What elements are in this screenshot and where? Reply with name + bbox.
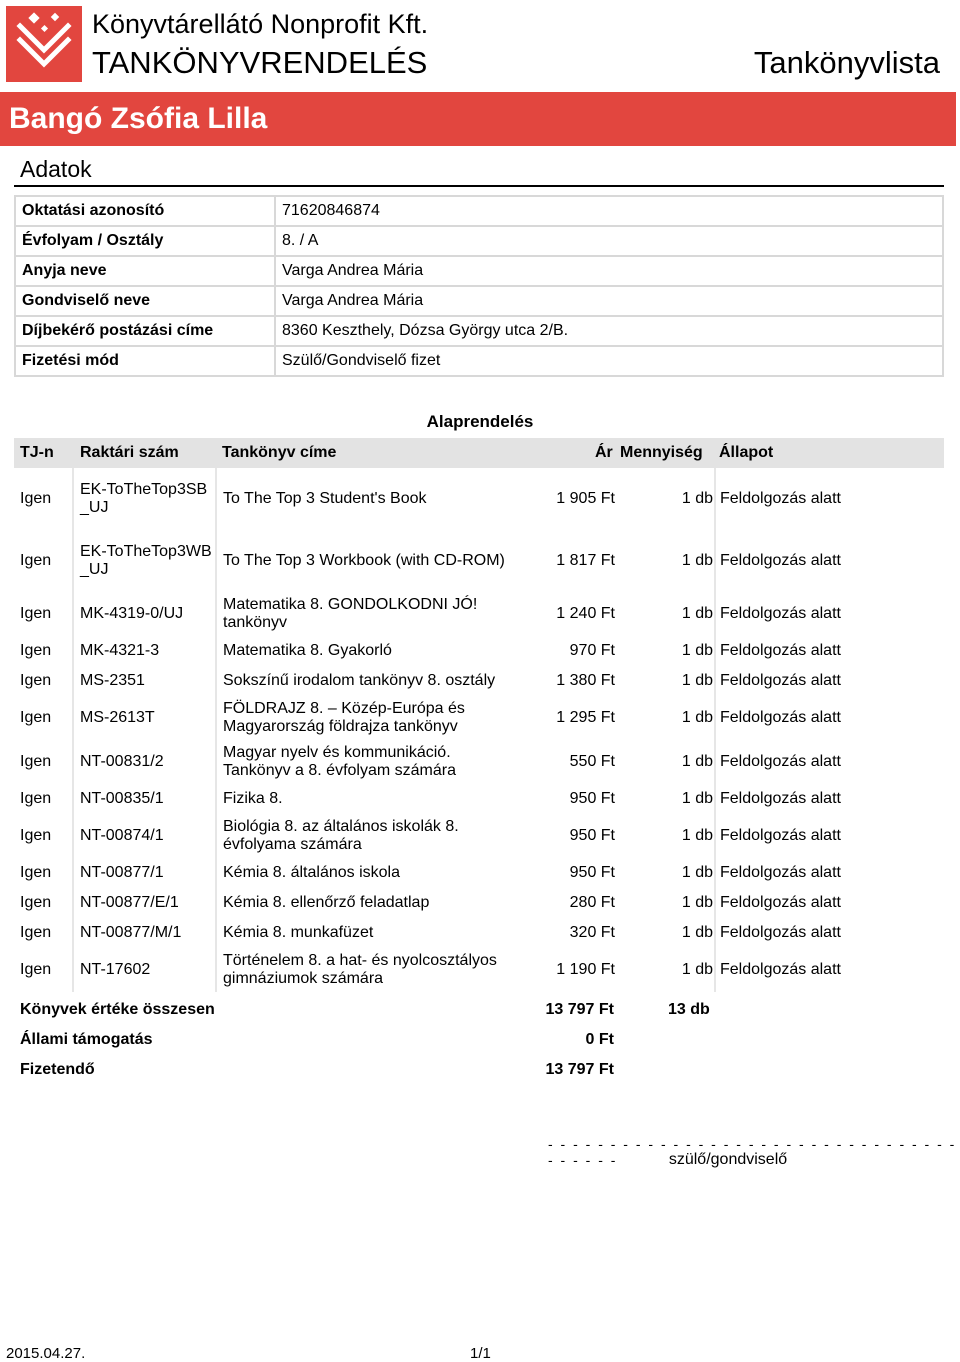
row-tjn: Igen <box>20 864 52 881</box>
info-key: Díjbekérő postázási címe <box>15 316 275 346</box>
row-qty: 1 db <box>681 490 713 507</box>
info-row <box>15 226 943 256</box>
row-qty: 1 db <box>681 642 713 659</box>
row-title: Matematika 8. GONDOLKODNI JÓ! tankönyv <box>215 592 515 636</box>
section-divider <box>14 185 944 187</box>
row-qty: 1 db <box>681 961 713 978</box>
table-row <box>14 948 944 992</box>
support-value: 0 Ft <box>585 1031 614 1048</box>
row-title: Kémia 8. általános iskola <box>215 858 515 888</box>
info-value: 8. / A <box>275 226 943 256</box>
row-tjn: Igen <box>20 672 52 689</box>
row-price: 1 190 Ft <box>556 961 615 978</box>
row-price: 950 Ft <box>569 790 615 807</box>
section-title: Adatok <box>20 156 92 182</box>
row-code: MS-2351 <box>72 666 212 696</box>
row-status: Feldolgozás alatt <box>714 918 944 948</box>
row-price: 970 Ft <box>569 642 615 659</box>
row-status: Feldolgozás alatt <box>714 468 944 530</box>
row-code: NT-00831/2 <box>72 740 212 784</box>
student-name: Bangó Zsófia Lilla <box>9 102 268 135</box>
row-status: Feldolgozás alatt <box>714 592 944 636</box>
row-qty: 1 db <box>681 827 713 844</box>
col-price: Ár <box>595 444 613 461</box>
row-code: MS-2613T <box>72 696 212 740</box>
info-key: Oktatási azonosító <box>15 196 275 226</box>
list-title: Tankönyvlista <box>753 45 940 80</box>
table-row <box>14 696 944 740</box>
info-row <box>15 316 943 346</box>
table-row <box>14 740 944 784</box>
row-status: Feldolgozás alatt <box>714 888 944 918</box>
row-tjn: Igen <box>20 961 52 978</box>
row-price: 950 Ft <box>569 864 615 881</box>
info-value: Varga Andrea Mária <box>275 256 943 286</box>
row-tjn: Igen <box>20 709 52 726</box>
table-row <box>14 888 944 918</box>
row-price: 320 Ft <box>569 924 615 941</box>
info-value: 8360 Keszthely, Dózsa György utca 2/B. <box>275 316 943 346</box>
row-qty: 1 db <box>681 894 713 911</box>
info-row <box>15 196 943 226</box>
row-price: 1 905 Ft <box>556 490 615 507</box>
table-row <box>14 592 944 636</box>
row-title: Magyar nyelv és kommunikáció. Tankönyv a 8. évfolyam számára <box>215 740 515 784</box>
row-code: NT-00835/1 <box>72 784 212 814</box>
info-key: Fizetési mód <box>15 346 275 376</box>
row-price: 1 817 Ft <box>556 552 615 569</box>
info-row <box>15 286 943 316</box>
row-code: MK-4321-3 <box>72 636 212 666</box>
row-status: Feldolgozás alatt <box>714 636 944 666</box>
row-code: NT-00877/1 <box>72 858 212 888</box>
row-qty: 1 db <box>681 605 713 622</box>
row-title: Biológia 8. az általános iskolák 8. évfolyama számára <box>215 814 515 858</box>
row-tjn: Igen <box>20 827 52 844</box>
signature-line: - - - - - - - - - - - - - - - - - - - - - - - - - - - - - - - - - - - - - - - <box>548 1136 957 1168</box>
total-label: Könyvek értéke összesen <box>20 1001 215 1018</box>
row-status: Feldolgozás alatt <box>714 948 944 992</box>
row-code: EK-ToTheTop3SB_UJ <box>72 468 212 530</box>
logo-icon <box>6 6 82 82</box>
info-value: Varga Andrea Mária <box>275 286 943 316</box>
table-row <box>14 784 944 814</box>
table-row <box>14 530 944 592</box>
table-row <box>14 858 944 888</box>
footer-page: 1/1 <box>470 1345 491 1362</box>
row-code: NT-17602 <box>72 948 212 992</box>
info-key: Anyja neve <box>15 256 275 286</box>
row-title: Kémia 8. ellenőrző feladatlap <box>215 888 515 918</box>
row-status: Feldolgozás alatt <box>714 530 944 592</box>
row-status: Feldolgozás alatt <box>714 858 944 888</box>
info-row <box>15 346 943 376</box>
organization-name: Könyvtárellátó Nonprofit Kft. <box>92 9 429 39</box>
row-title: To The Top 3 Workbook (with CD-ROM) <box>215 530 515 592</box>
info-table <box>14 195 944 377</box>
row-price: 1 240 Ft <box>556 605 615 622</box>
row-code: EK-ToTheTop3WB_UJ <box>72 530 212 592</box>
table-row <box>14 814 944 858</box>
row-status: Feldolgozás alatt <box>714 696 944 740</box>
row-tjn: Igen <box>20 552 52 569</box>
info-row <box>15 256 943 286</box>
row-qty: 1 db <box>681 552 713 569</box>
table-row <box>14 636 944 666</box>
row-qty: 1 db <box>681 753 713 770</box>
row-tjn: Igen <box>20 753 52 770</box>
row-title: Kémia 8. munkafüzet <box>215 918 515 948</box>
row-tjn: Igen <box>20 642 52 659</box>
row-price: 1 295 Ft <box>556 709 615 726</box>
order-title: Alaprendelés <box>426 412 534 431</box>
row-code: MK-4319-0/UJ <box>72 592 212 636</box>
table-row <box>14 468 944 530</box>
row-title: Sokszínű irodalom tankönyv 8. osztály <box>215 666 515 696</box>
signature-label: szülő/gondviselő <box>668 1151 788 1168</box>
document-title: TANKÖNYVRENDELÉS <box>92 45 428 80</box>
info-key: Gondviselő neve <box>15 286 275 316</box>
total-value: 13 797 Ft <box>545 1001 614 1018</box>
row-qty: 1 db <box>681 864 713 881</box>
row-qty: 1 db <box>681 672 713 689</box>
row-price: 280 Ft <box>569 894 615 911</box>
row-tjn: Igen <box>20 924 52 941</box>
row-code: NT-00874/1 <box>72 814 212 858</box>
row-tjn: Igen <box>20 790 52 807</box>
row-status: Feldolgozás alatt <box>714 784 944 814</box>
row-tjn: Igen <box>20 490 52 507</box>
row-qty: 1 db <box>681 924 713 941</box>
row-title: Történelem 8. a hat- és nyolcosztályos gimnáziumok számára <box>215 948 515 992</box>
row-title: Fizika 8. <box>215 784 515 814</box>
row-status: Feldolgozás alatt <box>714 814 944 858</box>
support-row <box>14 1025 944 1055</box>
row-tjn: Igen <box>20 605 52 622</box>
row-code: NT-00877/E/1 <box>72 888 212 918</box>
row-price: 950 Ft <box>569 827 615 844</box>
total-qty: 13 db <box>668 1001 710 1018</box>
total-row <box>14 995 944 1025</box>
student-name-bar <box>0 92 956 146</box>
info-value: 71620846874 <box>275 196 943 226</box>
payable-row <box>14 1055 944 1085</box>
info-value: Szülő/Gondviselő fizet <box>275 346 943 376</box>
row-qty: 1 db <box>681 709 713 726</box>
support-label: Állami támogatás <box>20 1031 153 1048</box>
col-title: Tankönyv címe <box>222 444 337 461</box>
table-row <box>14 918 944 948</box>
info-key: Évfolyam / Osztály <box>15 226 275 256</box>
table-header <box>14 438 944 468</box>
book-list <box>14 468 944 992</box>
row-price: 550 Ft <box>569 753 615 770</box>
header <box>0 0 960 92</box>
payable-value: 13 797 Ft <box>545 1061 614 1078</box>
row-title: FÖLDRAJZ 8. – Közép-Európa és Magyarország földrajza tankönyv <box>215 696 515 740</box>
row-qty: 1 db <box>681 790 713 807</box>
row-title: To The Top 3 Student's Book <box>215 468 515 530</box>
row-title: Matematika 8. Gyakorló <box>215 636 515 666</box>
row-tjn: Igen <box>20 894 52 911</box>
col-status: Állapot <box>719 444 774 461</box>
footer-date: 2015.04.27. <box>6 1345 86 1362</box>
row-status: Feldolgozás alatt <box>714 740 944 784</box>
row-status: Feldolgozás alatt <box>714 666 944 696</box>
table-row <box>14 666 944 696</box>
col-code: Raktári szám <box>80 444 179 461</box>
row-price: 1 380 Ft <box>556 672 615 689</box>
col-tjn: TJ-n <box>20 444 54 461</box>
payable-label: Fizetendő <box>20 1061 95 1078</box>
col-qty: Mennyiség <box>620 444 703 461</box>
row-code: NT-00877/M/1 <box>72 918 212 948</box>
totals <box>14 995 944 1085</box>
